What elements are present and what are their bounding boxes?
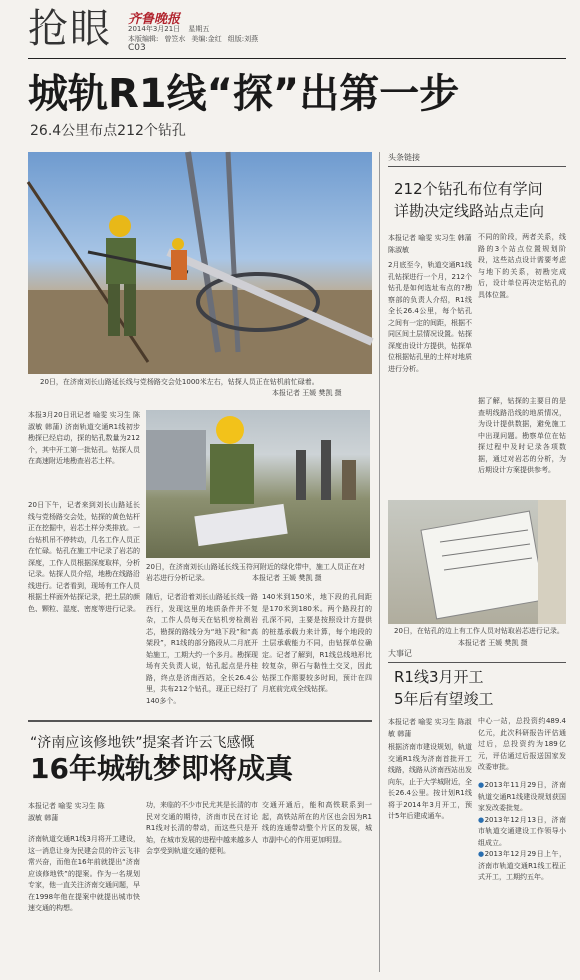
main-subhead: 26.4公里布点212个钻孔 [30, 123, 186, 139]
photo3-caption: 20日，在钻孔的边上有工作人员对钻取岩芯进行记录。 [394, 627, 564, 635]
article-col2-text: 随后，记者沿着刘长山路延长线一路西行，发现这里的地质条件并不复杂，工作人员每天在钻机旁检测岩芯，勘探的路线分为“地下段”和“高架段”，R1线的部分路段从二月底开始施工，工期大约一个多月。勘探现场有关负责人说，钻孔起点是丹桂路，终点是济南西站，全长26.4公里，共布212个钻孔，现正已经打了140多个。 [146, 593, 258, 705]
sidebar2-title-line1: R1线3月开工 [394, 668, 484, 686]
sidebar1-text-a [388, 260, 472, 496]
article-col1 [28, 500, 140, 696]
quote-headline: 16年城轨梦即将成真 [30, 752, 293, 785]
quote-byline: 本报记者 喻雯 实习生 陈淑敏 韩蒲 [28, 802, 105, 822]
issue-meta [128, 24, 264, 44]
quote-kicker: “济南应该修地铁”提案者许云飞感慨 [30, 735, 255, 751]
photo2-credit: 本报记者 王媛 樊凯 摄 [252, 574, 322, 582]
section-title: 抢眼 [28, 6, 112, 52]
layout-editor: 组版:刘燕 [227, 35, 259, 43]
core-sample-illustration [388, 500, 566, 624]
timeline-event-text: 2013年12月13日，济南市轨道交通建设工作领导小组成立。 [478, 815, 567, 847]
sidebar2-text-b [478, 716, 566, 776]
article-col1-text: 20日下午，记者来到刘长山路延长线与党杨路交会处，钻探的黄色钻杆正在挖掘中，岩芯土样分类排放。一台钻机吊不停转动，几名工作人员正在忙碌。钻孔在施工中记录了岩芯的深度，工作人员根据深度取样，分析记录。钻探人员介绍，地勘在线路沿线进行。记者看到，现场有工作人员根据土样面外钻探记录，把土层的颜色、颗粒、湿度、密度等进行记录。 [28, 501, 140, 613]
timeline-event-text: 2013年12月29日上午，济南市轨道交通R1线工程正式开工，工期约五年。 [478, 850, 567, 881]
sidebar1-text-b-content: 不同的阶段，两者关系，线路的3个站点位置规划阶段，这些站点设计需要考虑与地下的关系，初勘完成后，设计单位再决定钻孔的具体位置。 [478, 233, 566, 299]
sidebar2-text-a [388, 742, 472, 972]
worker-photo-illustration [146, 410, 370, 558]
quote-col2-text: 功，来临的不少市民尤其是长清的市民对交通的期待，济南市民在讨论R1线对长清的带动，而这些只是开始，在城市发展的进程中越来越多人会享受到轨道交通的便利。 [146, 801, 258, 855]
timeline-bullet-icon: ● [478, 781, 485, 789]
lede-paragraph [28, 410, 140, 496]
photo1-credit: 本报记者 王媛 樊凯 摄 [272, 389, 342, 397]
issue-date: 2014年3月21日 [128, 25, 181, 33]
timeline-event-text: 2013年11月29日，济南轨道交通R1线建设规划获国家发改委批复。 [478, 781, 567, 812]
sidebar2-label: 大事记 [388, 649, 412, 658]
masthead-rule [28, 58, 566, 59]
drilling-photo-illustration [28, 152, 372, 374]
drilling-photo [28, 152, 372, 374]
quote-article-rule [28, 720, 372, 722]
sidebar1-byline: 本报记者 喻雯 实习生 韩蒲 陈淑敏 [388, 234, 472, 254]
sidebar1-text-a-content: 2月底至今，轨道交通R1线孔钻探进行一个月，212个钻孔是如何选址布点的?勘察部的负责人介绍，R1线全长26.4公里，每个钻孔之间有一定的间距，根据不同区间土层情况设置。钻探深度由设计方提供，钻探单位根据钻孔里的土样对地质进行分析。 [388, 261, 472, 373]
sidebar1-text-c-content: 据了解，钻探的主要目的是查明线路沿线的地质情况，为设计提供数据，避免施工中出现问题。勘察单位在钻探过程中及时记录各项数据，通过对岩芯的分析，为后期设计方案提供参考。 [478, 397, 566, 474]
core-sample-photo [388, 500, 566, 624]
worker-photo [146, 410, 370, 558]
quote-col2 [146, 800, 258, 972]
photo1-caption-text: 20日，在济南刘长山路延长线与党杨路交会处1000米左右，钻探人员正在钻机前忙碌着。 [40, 378, 319, 386]
quote-col1 [28, 834, 140, 972]
sidebar2-rule [388, 662, 566, 663]
article-col3 [262, 592, 372, 696]
photo2-caption-text: 20日，在济南刘长山路延长线玉符河附近的绿化带中，施工人员正在对岩芯进行分析记录。 [146, 563, 365, 582]
editor-label: 本版编辑: [128, 35, 159, 43]
photo1-caption [40, 377, 372, 388]
timeline-bullet-icon: ● [478, 850, 485, 858]
sidebar2-byline: 本报记者 喻雯 实习生 陈淑敏 韩蒲 [388, 718, 472, 738]
newspaper-logo: 齐鲁晚报 [128, 12, 181, 27]
sidebar2-text-a-content: 根据济南市建设规划，轨道交通R1线为济南首批开工线路，线路从济南西站出发向东，止于大学城附近，全长26.4公里。按计划R1线将于2014年3月开工，预计5年后建成通车。 [388, 743, 472, 820]
sidebar-divider [379, 152, 380, 972]
sidebar1-title-line1: 212个钻孔布位有学问 [394, 180, 543, 198]
editor-name: 曾笠水 [164, 35, 186, 43]
sidebar2-title-line2: 5年后有望竣工 [394, 690, 494, 708]
sidebar1-rule [388, 166, 566, 167]
issue-weekday: 星期五 [188, 25, 210, 33]
sidebar1-text-c [478, 396, 566, 496]
art-editor: 美编:金红 [191, 35, 222, 43]
quote-col1-text: 济南轨道交通R1线3月将开工建设，这一消息让身为民建会员的许云飞非常兴奋，而他在16年前就提出“济南应该修地铁”的提案。作为一名规划专家，他一直关注济南交通问题，早在1998年他在提案中就提出城市快速交通的构想。 [28, 835, 140, 912]
lede-text: 本报3月20日讯记者 喻雯 实习生 陈淑敏 韩蒲) 济南轨道交通R1线初步勘探已经启动，探的钻孔数量为212个，其中开工第一批钻孔。钻探人员在高速附近地勘查岩芯土样。 [28, 411, 140, 465]
timeline-event [478, 780, 566, 815]
timeline-list [478, 780, 566, 972]
article-col3-text: 140米到150米，地下段的孔间距是170米到180米。两个路段打的孔深不同，主要是按照设计方提供的桩基承载力来计算，每个地段的土层承载能力不同，由钻探单位确定。记者了解到，R1线总线地形比较复杂，卵石与黏性土交叉，因此钻探工作需要较多时间，预计在四月底前完成全线钻探。 [262, 593, 372, 693]
timeline-event [478, 849, 566, 884]
sidebar2-text-b-content: 中心一站，总投资约489.4亿元，此次科研报告评估通过后，总投资约为189亿元，评估通过后报送国家发改委审批。 [478, 717, 566, 771]
main-headline: 城轨R1线“探”出第一步 [28, 71, 460, 117]
article-col2 [146, 592, 258, 705]
timeline-bullet-icon: ● [478, 815, 485, 824]
sidebar1-label: 头条链接 [388, 153, 420, 162]
page-number: C03 [128, 43, 146, 53]
quote-col3 [262, 800, 372, 972]
sidebar1-text-b [478, 232, 566, 392]
quote-col3-text: 交通开通后，能和高铁联系到一起，高铁站所在的片区也会因为R1线的连通带动整个片区的发展，城市副中心的作用更加明显。 [262, 801, 372, 844]
sidebar1-title-line2: 详勘决定线路站点走向 [394, 202, 545, 220]
timeline-event [478, 815, 566, 850]
photo3-credit: 本报记者 王媛 樊凯 摄 [458, 639, 528, 647]
